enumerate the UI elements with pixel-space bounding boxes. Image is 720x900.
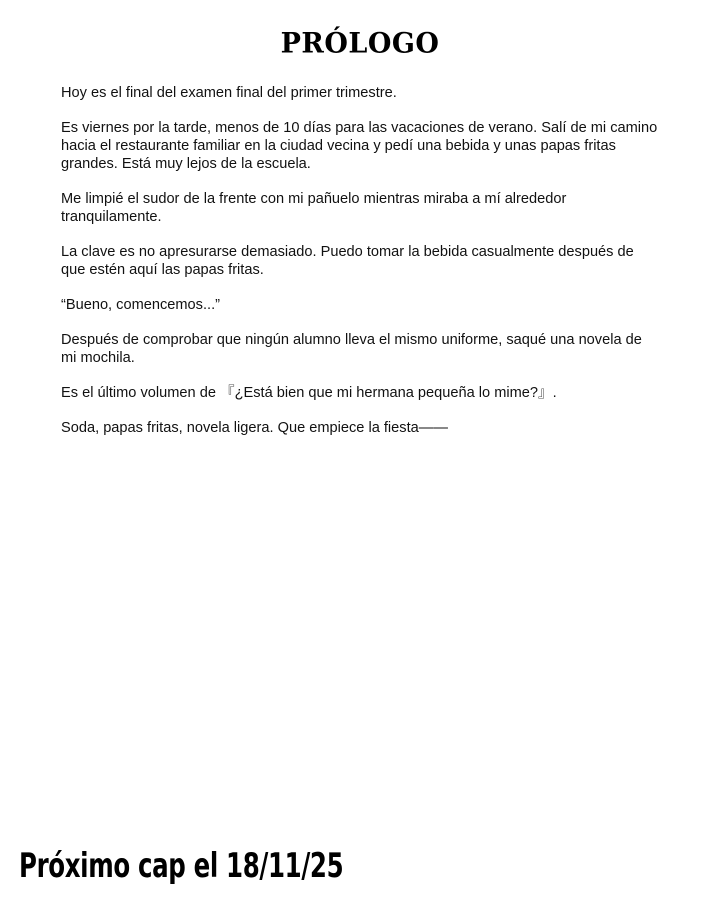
paragraph-1: Hoy es el final del examen final del primer trimestre. (61, 85, 397, 101)
paragraph-4: La clave es no apresurarse demasiado. Puedo tomar la bebida casualmente después de que estén aquí las papas fritas. (61, 244, 634, 278)
paragraph-8: Soda, papas fritas, novela ligera. Que empiece la fiesta—— (61, 420, 448, 436)
paragraph-6: Después de comprobar que ningún alumno lleva el mismo uniforme, saqué una novela de mi mochila. (61, 332, 642, 366)
chapter-title: PRÓLOGO (280, 27, 440, 60)
paragraph-3: Me limpié el sudor de la frente con mi pañuelo mientras miraba a mí alrededor tranquilamente. (61, 191, 567, 225)
next-chapter-note: Próximo cap el 18/11/25 (19, 846, 344, 886)
paragraph-2: Es viernes por la tarde, menos de 10 días para las vacaciones de verano. Salí de mi camino hacia el restaurante familiar en la ciudad vecina y pedí una bebida y unas papas fritas grandes. Está muy lejos de la escuela. (61, 120, 658, 172)
chapter-body (61, 84, 661, 454)
paragraph-5: “Bueno, comencemos...” (61, 297, 220, 313)
paragraph-7: Es el último volumen de 『¿Está bien que mi hermana pequeña lo mime?』. (61, 385, 557, 401)
